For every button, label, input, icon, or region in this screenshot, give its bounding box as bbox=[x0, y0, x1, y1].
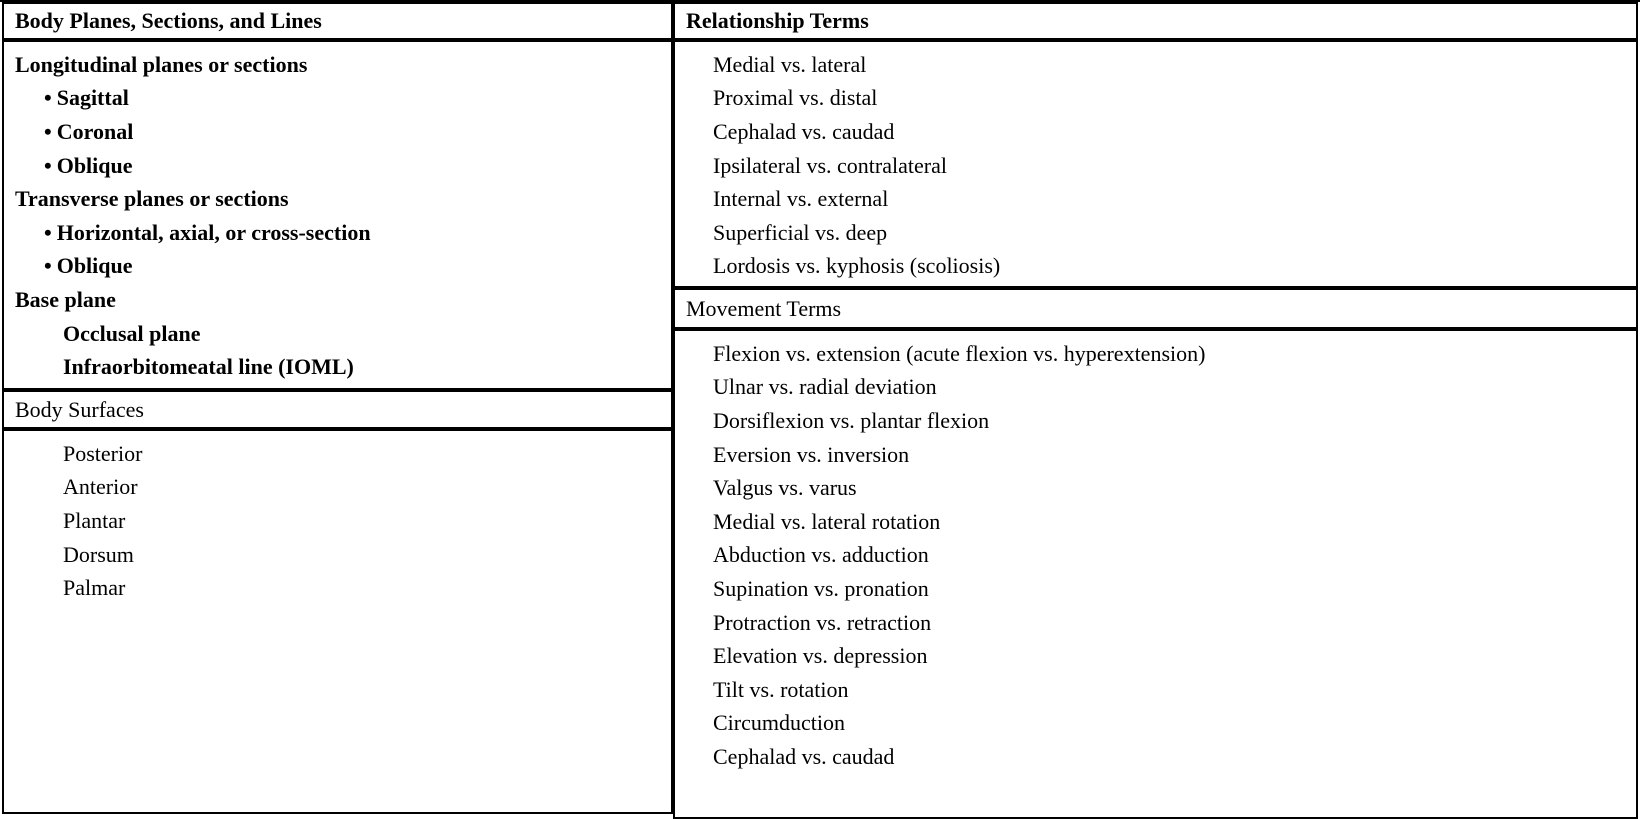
list-item-label: Tilt vs. rotation bbox=[713, 676, 849, 702]
list-item bbox=[4, 182, 671, 216]
body-surfaces-list-cell bbox=[2, 429, 673, 814]
left-column-header-cell bbox=[2, 2, 673, 40]
list-item-label: Eversion vs. inversion bbox=[713, 441, 910, 467]
list-item-label: Longitudinal planes or sections bbox=[15, 51, 308, 77]
list-item-label: Dorsiflexion vs. plantar flexion bbox=[713, 407, 990, 433]
list-item bbox=[4, 283, 671, 317]
list-item-label: Internal vs. external bbox=[713, 186, 889, 212]
movement-terms-list-cell bbox=[673, 329, 1638, 819]
list-item bbox=[675, 673, 1636, 707]
right-column-header-label: Relationship Terms bbox=[686, 8, 869, 33]
list-item-label: Supination vs. pronation bbox=[713, 575, 929, 601]
list-item bbox=[675, 639, 1636, 673]
list-item-label: Occlusal plane bbox=[63, 320, 201, 346]
list-item bbox=[4, 48, 671, 82]
body-planes-list bbox=[4, 42, 671, 388]
movement-terms-list bbox=[675, 331, 1636, 817]
body-surfaces-header-cell bbox=[2, 390, 673, 429]
list-item bbox=[4, 149, 671, 183]
list-item bbox=[4, 250, 671, 284]
movement-terms-header-cell bbox=[673, 288, 1638, 329]
list-item bbox=[675, 337, 1636, 371]
list-item bbox=[4, 471, 671, 505]
right-column-header-cell bbox=[673, 2, 1638, 40]
list-item bbox=[675, 250, 1636, 284]
list-item-label: Protraction vs. retraction bbox=[713, 609, 932, 635]
list-item bbox=[4, 216, 671, 250]
list-item-label: Valgus vs. varus bbox=[713, 475, 857, 501]
list-item-label: Base plane bbox=[15, 286, 116, 312]
bullet-icon: • bbox=[44, 85, 52, 111]
list-item bbox=[4, 115, 671, 149]
list-item bbox=[4, 317, 671, 351]
list-item bbox=[675, 740, 1636, 774]
list-item-label: Circumduction bbox=[713, 710, 845, 736]
list-item-label: Cephalad vs. caudad bbox=[713, 743, 895, 769]
bullet-icon: • bbox=[44, 152, 52, 178]
list-item-label: Anterior bbox=[63, 474, 138, 500]
bullet-icon: • bbox=[44, 219, 52, 245]
list-item bbox=[675, 115, 1636, 149]
bullet-icon: • bbox=[44, 118, 52, 144]
list-item bbox=[4, 350, 671, 384]
list-item bbox=[675, 505, 1636, 539]
list-item bbox=[675, 572, 1636, 606]
list-item-label: Transverse planes or sections bbox=[15, 186, 289, 212]
list-item-label: Horizontal, axial, or cross-section bbox=[56, 219, 371, 245]
list-item bbox=[4, 538, 671, 572]
list-item-label: Elevation vs. depression bbox=[713, 643, 928, 669]
list-item-label: Oblique bbox=[56, 253, 133, 279]
list-item-label: Medial vs. lateral bbox=[713, 51, 867, 77]
relationship-terms-list-cell bbox=[673, 40, 1638, 288]
list-item bbox=[4, 82, 671, 116]
list-item bbox=[4, 504, 671, 538]
body-surfaces-list bbox=[4, 431, 671, 812]
list-item-label: Sagittal bbox=[56, 85, 129, 111]
movement-terms-header-label: Movement Terms bbox=[686, 295, 842, 321]
list-item bbox=[675, 371, 1636, 405]
list-item bbox=[675, 606, 1636, 640]
list-item-label: Coronal bbox=[56, 118, 134, 144]
list-item-label: Superficial vs. deep bbox=[713, 219, 888, 245]
list-item bbox=[675, 182, 1636, 216]
list-item-label: Flexion vs. extension (acute flexion vs. hyperextension) bbox=[713, 340, 1206, 366]
list-item-label: Dorsum bbox=[63, 541, 134, 567]
list-item bbox=[675, 149, 1636, 183]
list-item-label: Plantar bbox=[63, 507, 126, 533]
list-item-label: Abduction vs. adduction bbox=[713, 542, 929, 568]
list-item-label: Cephalad vs. caudad bbox=[713, 118, 895, 144]
list-item-label: Infraorbitomeatal line (IOML) bbox=[63, 354, 354, 380]
list-item bbox=[4, 437, 671, 471]
list-item bbox=[675, 539, 1636, 573]
list-item bbox=[675, 707, 1636, 741]
list-item-label: Posterior bbox=[63, 440, 143, 466]
relationship-terms-list bbox=[675, 42, 1636, 286]
list-item bbox=[675, 404, 1636, 438]
list-item bbox=[4, 571, 671, 605]
list-item-label: Medial vs. lateral rotation bbox=[713, 508, 941, 534]
list-item-label: Palmar bbox=[63, 575, 126, 601]
list-item-label: Ulnar vs. radial deviation bbox=[713, 374, 937, 400]
list-item-label: Oblique bbox=[56, 152, 133, 178]
list-item-label: Proximal vs. distal bbox=[713, 85, 878, 111]
list-item bbox=[675, 471, 1636, 505]
list-item bbox=[675, 438, 1636, 472]
list-item bbox=[675, 48, 1636, 82]
list-item bbox=[675, 216, 1636, 250]
list-item-label: Ipsilateral vs. contralateral bbox=[713, 152, 947, 178]
left-column-header-label: Body Planes, Sections, and Lines bbox=[15, 8, 322, 33]
body-planes-list-cell bbox=[2, 40, 673, 390]
bullet-icon: • bbox=[44, 253, 52, 279]
list-item-label: Lordosis vs. kyphosis (scoliosis) bbox=[713, 253, 1001, 279]
list-item bbox=[675, 82, 1636, 116]
body-surfaces-header-label: Body Surfaces bbox=[15, 396, 144, 422]
